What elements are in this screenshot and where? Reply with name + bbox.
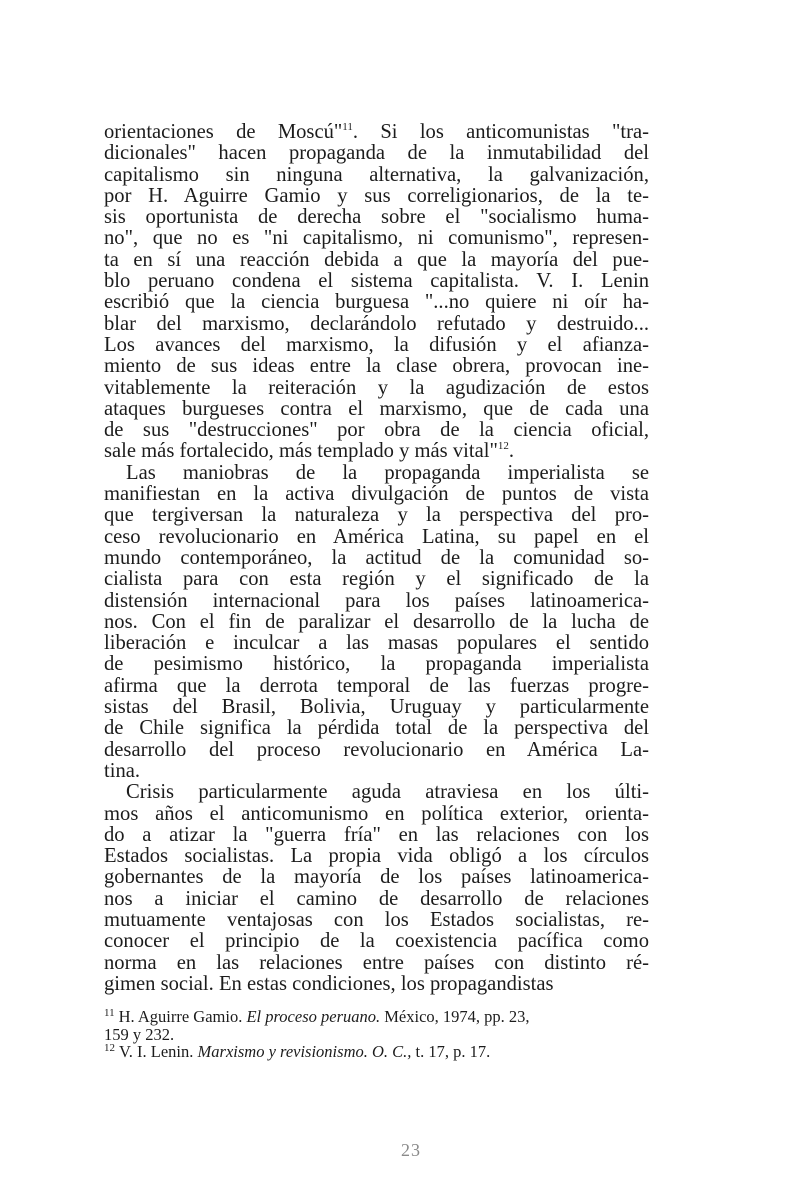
cited-title: Marxismo y revisionismo. O. C.,: [197, 1042, 412, 1061]
text-line: dicionales" hacen propaganda de la inmutabilidad del: [104, 142, 649, 165]
text-line: afirma que la derrota temporal de las fuerzas progre-: [104, 674, 649, 697]
text-line: Los avances del marxismo, la difusión y el afianza-: [104, 333, 649, 356]
text-line: capitalismo sin ninguna alternativa, la galvanización,: [104, 163, 649, 186]
text-line: sale más fortalecido, más templado y más vital"$^{12}$.: [104, 440, 515, 463]
text-line: Crisis particularmente aguda atraviesa en los últi-: [126, 781, 649, 804]
footnote-11: $^{11}$ H. Aguirre Gamio. El proceso peruano. México, 1974, pp. 23,: [104, 1006, 530, 1026]
text-line: mos años el anticomunismo en política exterior, orienta-: [104, 802, 649, 825]
text-line: desarrollo del proceso revolucionario en América La-: [104, 738, 649, 761]
text-line: vitablemente la reiteración y la agudización de estos: [104, 376, 649, 399]
text-line: gimen social. En estas condiciones, los propagandistas: [104, 972, 554, 995]
footnote-reference: 11: [342, 121, 353, 134]
text-line: por H. Aguirre Gamio y sus correligionarios, de la te-: [104, 184, 649, 207]
text-line: orientaciones de Moscú"$^{11}$. Si los anticomunistas "tra-: [104, 121, 649, 143]
footnote-12: $^{12}$ V. I. Lenin. Marxismo y revisionismo. O. C., t. 17, p. 17.: [104, 1041, 491, 1061]
text-line: gobernantes de la mayoría de los países latinoamerica-: [104, 866, 649, 889]
text-line: de sus "destrucciones" por obra de la ciencia oficial,: [104, 419, 649, 442]
footnotes: [104, 1008, 649, 1061]
main-text: [104, 122, 649, 995]
text-line: cialista para con esta región y el significado de la: [104, 568, 649, 591]
text-line: ceso revolucionario en América Latina, su papel en el: [104, 525, 649, 548]
footnote-reference: 12: [497, 440, 509, 453]
text-line: ta en sí una reacción debida a que la mayoría del pue-: [104, 248, 649, 271]
text-line: do a atizar la "guerra fría" en las relaciones con los: [104, 823, 649, 846]
text-line: Estados socialistas. La propia vida obligó a los círculos: [104, 845, 649, 868]
text-line: tina.: [104, 759, 141, 782]
text-line: mutuamente ventajosas con los Estados socialistas, re-: [104, 908, 649, 931]
text-line: nos a iniciar el camino de desarrollo de relaciones: [104, 887, 649, 910]
text-line: Las maniobras de la propaganda imperialista se: [126, 461, 649, 484]
footnote-continuation: 159 y 232.: [104, 1024, 175, 1044]
text-line: no", que no es "ni capitalismo, ni comunismo", represen-: [104, 227, 649, 250]
text-line: manifiestan en la activa divulgación de puntos de vista: [104, 483, 649, 506]
text-line: que tergiversan la naturaleza y la perspectiva del pro-: [104, 504, 649, 527]
text-line: distensión internacional para los países latinoamerica-: [104, 589, 649, 612]
text-line: norma en las relaciones entre países con distinto ré-: [104, 951, 649, 974]
text-line: sis oportunista de derecha sobre el "socialismo huma-: [104, 206, 649, 229]
text-line: escribió que la ciencia burguesa "...no quiere ni oír ha-: [104, 291, 649, 314]
cited-title: El proceso peruano.: [246, 1007, 381, 1026]
text-line: blo peruano condena el sistema capitalista. V. I. Lenin: [104, 270, 649, 293]
text-line: miento de sus ideas entre la clase obrera, provocan ine-: [104, 355, 649, 378]
text-line: ataques burgueses contra el marxismo, que de cada una: [104, 397, 649, 420]
text-line: liberación e inculcar a las masas populares el sentido: [104, 632, 649, 655]
text-line: de pesimismo histórico, la propaganda imperialista: [104, 653, 649, 676]
text-line: de Chile significa la pérdida total de la perspectiva del: [104, 717, 649, 740]
text-line: blar del marxismo, declarándolo refutado y destruido...: [104, 312, 649, 335]
text-line: sistas del Brasil, Bolivia, Uruguay y particularmente: [104, 696, 649, 719]
page-number: 23: [401, 1140, 421, 1160]
text-line: nos. Con el fin de paralizar el desarrollo de la lucha de: [104, 610, 649, 633]
text-line: conocer el principio de la coexistencia pacífica como: [104, 930, 649, 953]
text-line: mundo contemporáneo, la actitud de la comunidad so-: [104, 546, 649, 569]
